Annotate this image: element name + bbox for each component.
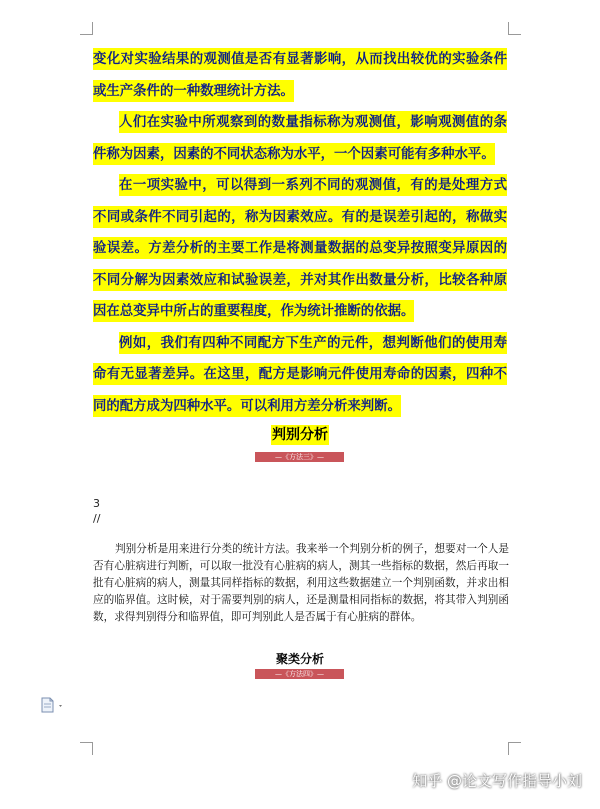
section-heading-discriminant[interactable]	[0, 424, 600, 444]
watermark-text: 知乎 @论文写作指导小刘	[412, 772, 582, 790]
paste-options-icon[interactable]	[40, 697, 66, 713]
paragraph-4-text[interactable]: 例如，我们有四种不同配方下生产的元件，想判断他们的使用寿命有无显著差异。在这里，配方是影响元件使用寿命的因素，四种不同的配方成为四种水平。可以利用方差分析来判断。	[93, 332, 507, 417]
paragraph-1[interactable]	[93, 44, 507, 107]
crop-mark-bottom-left	[80, 742, 93, 755]
paragraph-3-text[interactable]: 在一项实验中，可以得到一系列不同的观测值，有的是处理方式不同或条件不同引起的，称为因素效应。有的是误差引起的，称做实验误差。方差分析的主要工作是将测量数据的总变异按照变异原因的不同分解为因素效应和试验误差，并对其作出数量分析，比较各种原因在总变异中所占的重要程度，作为统计推断的依据。	[93, 174, 507, 322]
method-label-bar-3: —《方法三》—	[255, 452, 344, 462]
paragraph-4[interactable]	[93, 328, 507, 423]
discriminant-analysis-paragraph[interactable]: 判别分析是用来进行分类的统计方法。我来举一个判别分析的例子，想要对一个人是否有心脏病进行判断，可以取一批没有心脏病的病人，测其一些指标的数据，然后再取一批有心脏病的病人，测量其同样指标的数据，利用这些数据建立一个判别函数，并求出相应的临界值。这时候，对于需要判别的病人，还是测量相同指标的数据，将其带入判别函数，求得判别得分和临界值，即可判别此人是否属于有心脏病的群体。	[93, 543, 509, 623]
method-label-bar-4: —《方法四》—	[255, 669, 344, 679]
paragraph-2-text[interactable]: 人们在实验中所观察到的数量指标称为观测值，影响观测值的条件称为因素，因素的不同状态称为水平，一个因素可能有多种水平。	[93, 111, 507, 165]
crop-mark-top-right	[508, 22, 521, 35]
crop-mark-top-left	[80, 22, 93, 35]
highlighted-text-block[interactable]	[93, 44, 507, 422]
paragraph-3[interactable]	[93, 170, 507, 328]
paragraph-2[interactable]	[93, 107, 507, 170]
crop-mark-bottom-right	[508, 742, 521, 755]
section-heading-discriminant-text[interactable]: 判别分析	[272, 427, 328, 443]
paragraph-1-text[interactable]: 变化对实验结果的观测值是否有显著影响，从而找出较优的实验条件或生产条件的一种数理统计方法。	[93, 48, 507, 102]
section-heading-cluster[interactable]: 聚类分析	[275, 652, 324, 666]
marker-slashes[interactable]: //	[93, 512, 101, 525]
marker-number[interactable]: 3	[93, 497, 100, 510]
